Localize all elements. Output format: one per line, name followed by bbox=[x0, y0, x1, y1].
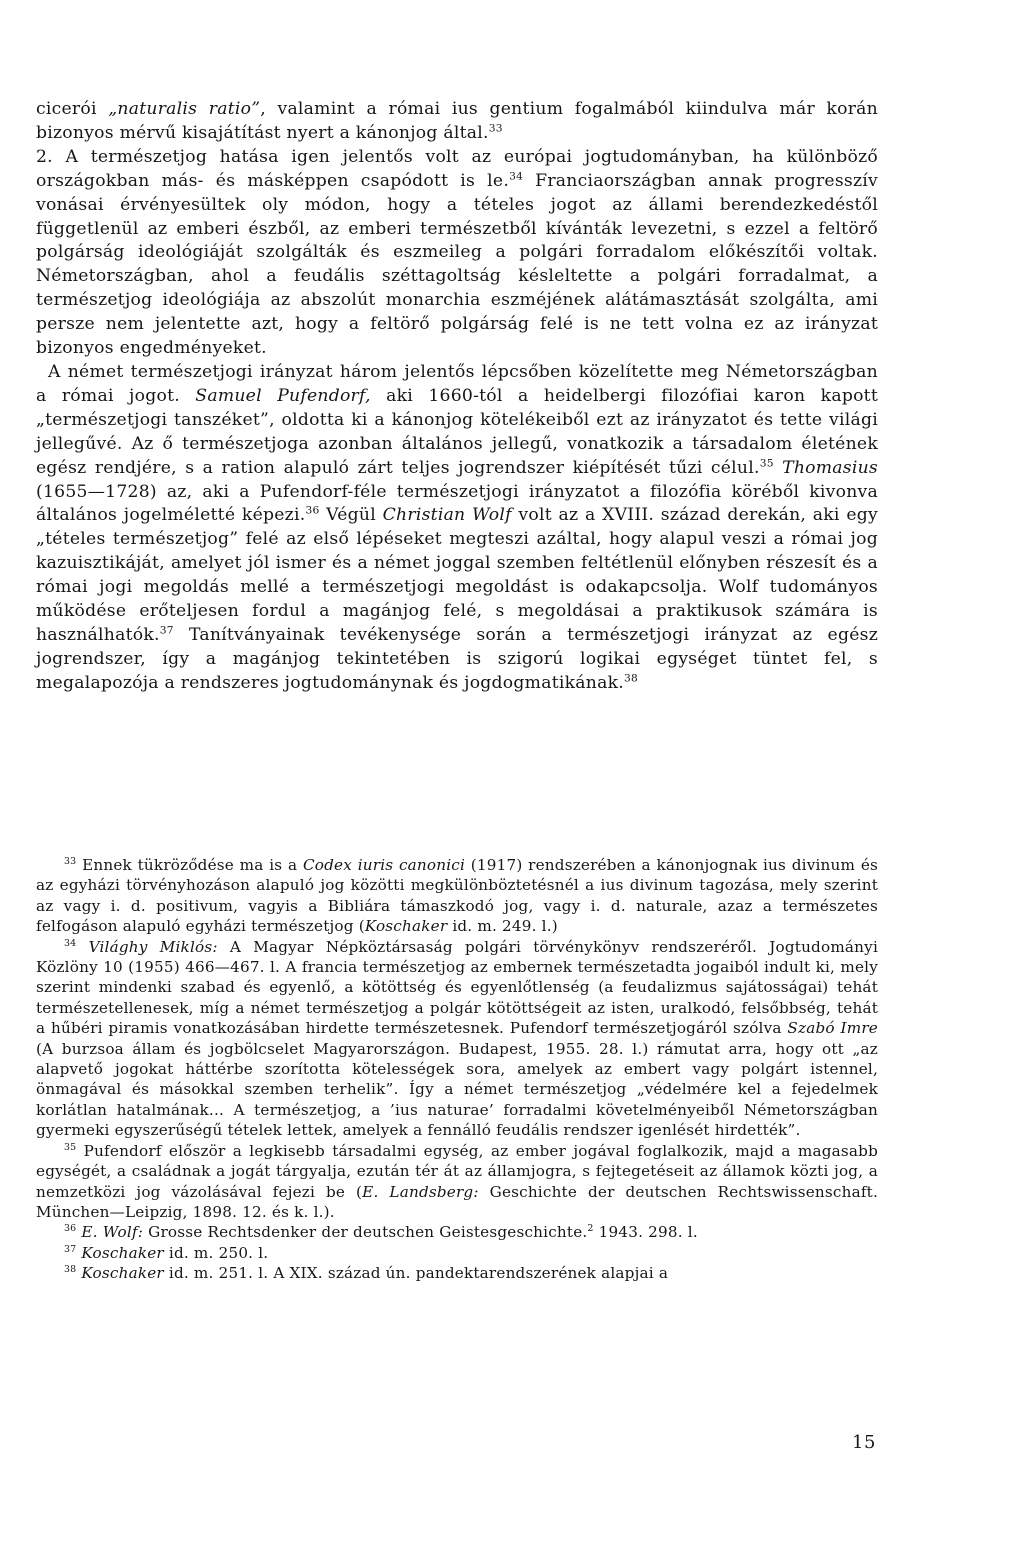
main-text bbox=[36, 98, 878, 696]
footnote-ref-38[interactable]: 38 bbox=[623, 671, 639, 685]
footnote-ref-36[interactable]: 36 bbox=[305, 503, 320, 517]
footnote-ref-34[interactable]: 34 bbox=[509, 169, 524, 183]
author-name: Koschaker bbox=[364, 917, 448, 936]
footnote-33: $^{33}$ Ennek tükröződése ma is a Codex iuris canonici (1917) rendszerében a kánonjognak ius divinum és az egyházi törvényhozáson alapuló jog közötti megkülönböztetésnél a ius divinum tagozása, mely szerint az vagy i. d. positivum, vagyis a Bibliára támaszkodó jog, vagy i. d. naturale, azaz a természetes felfogáson alapuló egyházi természetjog (Koschaker id. m. 249. l.) bbox=[36, 856, 878, 936]
footnote-ref-37[interactable]: 37 bbox=[159, 623, 174, 637]
footnote-ref-33[interactable]: 33 bbox=[488, 121, 503, 135]
footnote-number: 33 bbox=[64, 856, 77, 868]
footnote-number: 37 bbox=[64, 1243, 77, 1255]
footnote-number: 34 bbox=[64, 937, 77, 949]
footnote-35: $^{35}$ Pufendorf először a legkisebb társadalmi egység, az ember jogával foglalkozik, majd a magasabb egységét, a családnak a jogát tárgyalja, ezután tér át az államjogra, s fejtegetéseit az államok közti jog, a nemzetközi jog vázolásával fejezi be (E. Landsberg: Geschichte der deutschen Rechtswissenschaft. München—Leipzig, 1898. 12. és k. l.). bbox=[36, 1141, 878, 1221]
paragraph-3: A német természetjogi irányzat három jelentős lépcsőben közelítette meg Németországban a római jogot. Samuel Pufendorf, aki 1660-tól a heidelbergi filozófiai karon kapott „természetjogi tanszéket”, oldotta ki a kánonjog kötelékeiből ezt az irányzatot és tette világi jellegűvé. Az ő természetjoga azonban általános jellegű, vonatkozik a társadalom életének egész rendjére, s a ration alapuló zárt teljes jogrendszer kiépítését tűzi célul.$^{35}$ Thomasius (1655—1728) az, aki a Pufendorf-féle természetjogi irányzatot a filozófia köréből kivonva általános jogelméletté képezi.$^{36}$ Végül Christian Wolf volt az a XVIII. század derekán, aki egy „tételes természetjog” felé az első lépéseket megteszi azáltal, hogy alapul veszi a római jog kazuisztikáját, amelyet jól ismer és a német joggal szemben feltétlenül előnyben részesít és a római jogi megoldás mellé a természetjogi megoldást is odakapcsolja. Wolf tudományos működése erőteljesen fordul a magánjog felé, s megoldásai a praktikusok számára is használhatók.$^{37}$ Tanítványainak tevékenysége során a természetjogi irányzat az egész jogrendszer, így a magánjog tekintetében is szigorú logikai egységet tüntet fel, s megalapozója a rendszeres jogtudománynak és jogdogmatikának.$^{38}$ bbox=[36, 361, 878, 693]
footnote-number: 38 bbox=[64, 1264, 77, 1276]
author-name: Világhy Miklós: bbox=[88, 937, 218, 956]
author-name: Koschaker bbox=[81, 1243, 164, 1262]
footnote-36: $^{36}$ E. Wolf: Grosse Rechtsdenker der deutschen Geistesgeschichte.$^2$ 1943. 298. l. bbox=[64, 1223, 698, 1242]
footnote-38: $^{38}$ Koschaker id. m. 251. l. A XIX. század ún. pandektarendszerének alapjai a bbox=[64, 1264, 669, 1283]
author-name: E. Landsberg: bbox=[362, 1182, 479, 1201]
work-title: Codex iuris canonici bbox=[302, 856, 466, 874]
author-name: E. Wolf: bbox=[81, 1223, 144, 1242]
person-name: Christian Wolf bbox=[382, 505, 512, 526]
footnotes bbox=[36, 855, 878, 1284]
footnote-34: $^{34}$ Világhy Miklós: A Magyar Népköztársaság polgári törvénykönyv rendszeréről. Jogtudományi Közlöny 10 (1955) 466—467. l. A francia természetjog az embernek természetadta jogaiból indult ki, mely szerint mindenki szabad és egyenlő, a kötöttség és egyenlőtlenség (a feudalizmus sajátosságai) tehát természetellenesek, míg a német természetjog a polgár kötöttségeit az isten, uralkodó, felsőbbség, tehát a hűbéri piramis vonatkozásában hirdette természetesnek. Pufendorf természetjogáról szólva Szabó Imre (A burzsoa állam és jogbölcselet Magyarországon. Budapest, 1955. 28. l.) rámutat arra, hogy ott „az alapvető jogokat háttérbe szorította kötelességek sora, amelyek az embert vagy polgárt istennel, önmagával és másokkal szemben terhelik”. Így a német természetjog „védelmére kel a fejedelmek korlátlan hatalmának... A természetjog, a ’ius naturae’ forradalmi követelményeiből Németországban gyermeki egyszerűségű tételek lettek, amelyek a fennálló feudális rendszer igenlését hirdették”. bbox=[36, 937, 878, 1140]
person-name: Thomasius bbox=[782, 457, 878, 478]
footnote-37: $^{37}$ Koschaker id. m. 250. l. bbox=[64, 1243, 269, 1262]
footnote-number: 36 bbox=[64, 1223, 77, 1235]
person-name: Samuel Pufendorf, bbox=[195, 385, 371, 406]
footnote-number: 35 bbox=[64, 1141, 77, 1153]
page-number: 15 bbox=[852, 1432, 876, 1453]
paragraph-2: 2. A természetjog hatása igen jelentős volt az európai jogtudományban, ha különböző országokban más- és másképpen csapódott is le.$^{34}$ Franciaországban annak progresszív vonásai érvényesültek oly módon, hogy a tételes jogot az állami berendezkedéstől függetlenül az emberi észből, az emberi természetből kívánták levezetni, s ezzel a feltörő polgárság ideológiáját szolgálták és eszmeileg a polgári forradalom előkészítői voltak. Németországban, ahol a feudális széttagoltság késleltette a polgári forradalmat, a természetjog ideológiája az abszolút monarchia eszméjének alátámasztását szolgálta, ami persze nem jelentette azt, hogy a feltörő polgárság felé is ne tett volna ez az irányzat bizonyos engedményeket. bbox=[36, 146, 878, 359]
edition-number: 2 bbox=[587, 1223, 594, 1235]
paragraph-1: cicerói „naturalis ratio”, valamint a római ius gentium fogalmából kiindulva már korán bizonyos mérvű kisajátítást nyert a kánonjog által.$^{33}$ bbox=[36, 99, 878, 143]
footnote-ref-35[interactable]: 35 bbox=[759, 455, 774, 469]
author-name: Koschaker bbox=[81, 1264, 164, 1283]
author-name: Szabó Imre bbox=[787, 1019, 878, 1038]
latin-phrase: „naturalis ratio” bbox=[108, 99, 261, 119]
